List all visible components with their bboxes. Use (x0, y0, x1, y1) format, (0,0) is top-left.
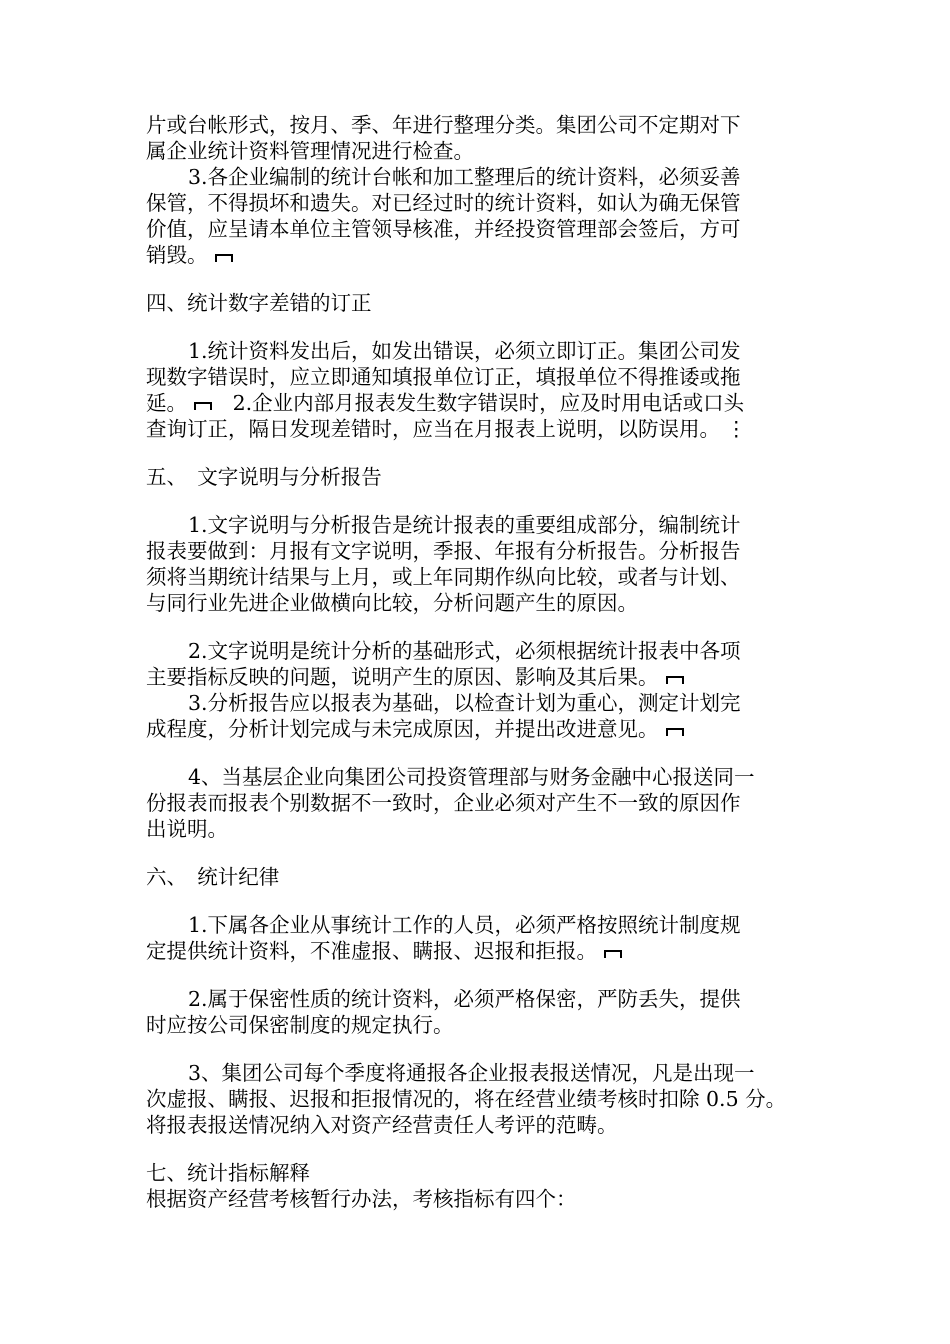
body-text: 保管，不得损坏和遗失。对已经过时的统计资料，如认为确无保管 (146, 191, 741, 215)
body-text-line (146, 716, 890, 742)
body-text: 与同行业先进企业做横向比较，分析问题产生的原因。 (146, 591, 638, 615)
body-text-line (146, 664, 890, 690)
body-text-line (146, 938, 890, 964)
body-text: 出说明。 (146, 817, 228, 841)
paragraph-mark-icon (603, 946, 623, 960)
body-text-line (146, 416, 890, 442)
body-text: 将报表报送情况纳入对资产经营责任人考评的范畴。 (146, 1113, 618, 1137)
body-text: 现数字错误时，应立即通知填报单位订正，填报单位不得推诿或拖 (146, 365, 741, 389)
body-text: 成程度，分析计划完成与未完成原因，并提出改进意见。 (146, 717, 659, 741)
section-heading-7: 七、统计指标解释 (146, 1161, 310, 1185)
section-heading-6: 六、 统计纪律 (146, 865, 280, 889)
body-text: 属企业统计资料管理情况进行检查。 (146, 139, 474, 163)
body-text: 须将当期统计结果与上月，或上年同期作纵向比较，或者与计划、 (146, 565, 741, 589)
body-text: 2.文字说明是统计分析的基础形式，必须根据统计报表中各项 (188, 639, 741, 663)
paragraph-mark-icon (665, 672, 685, 686)
vertical-ellipsis-icon: ⋮ (726, 417, 747, 441)
body-text: 定提供统计资料，不准虚报、瞒报、迟报和拒报。 (146, 939, 597, 963)
paragraph-mark-icon (665, 724, 685, 738)
section-heading-4: 四、统计数字差错的订正 (146, 291, 372, 315)
body-text: 1.统计资料发出后，如发出错误，必须立即订正。集团公司发 (188, 339, 741, 363)
body-text: 延。 (146, 391, 187, 415)
body-text: 时应按公司保密制度的规定执行。 (146, 1013, 454, 1037)
body-text: 查询订正，隔日发现差错时，应当在月报表上说明，以防误用。 (146, 417, 720, 441)
body-text: 3.分析报告应以报表为基础，以检查计划为重心，测定计划完 (188, 691, 741, 715)
body-text: 主要指标反映的问题，说明产生的原因、影响及其后果。 (146, 665, 659, 689)
section-heading-5: 五、 文字说明与分析报告 (146, 465, 382, 489)
body-text: 1.下属各企业从事统计工作的人员，必须严格按照统计制度规 (188, 913, 741, 937)
body-text-line (146, 390, 890, 416)
paragraph-mark-icon (193, 398, 213, 412)
body-text-line (146, 242, 890, 268)
body-text: 价值，应呈请本单位主管领导核准，并经投资管理部会签后，方可 (146, 217, 741, 241)
body-text: 3、集团公司每个季度将通报各企业报表报送情况，凡是出现一 (188, 1061, 755, 1085)
body-text: 2.企业内部月报表发生数字错误时，应及时用电话或口头 (232, 391, 745, 415)
body-text: 根据资产经营考核暂行办法，考核指标有四个： (146, 1187, 577, 1211)
body-text: 3.各企业编制的统计台帐和加工整理后的统计资料，必须妥善 (188, 165, 741, 189)
body-text: 销毁。 (146, 243, 208, 267)
body-text: 次虚报、瞒报、迟报和拒报情况的，将在经营业绩考核时扣除 0.5 分。 (146, 1087, 787, 1111)
body-text: 4、当基层企业向集团公司投资管理部与财务金融中心报送同一 (188, 765, 755, 789)
body-text: 报表要做到：月报有文字说明，季报、年报有分析报告。分析报告 (146, 539, 741, 563)
paragraph-mark-icon (214, 250, 234, 264)
body-text: 片或台帐形式，按月、季、年进行整理分类。集团公司不定期对下 (146, 113, 741, 137)
body-text: 2.属于保密性质的统计资料，必须严格保密，严防丢失，提供 (188, 987, 741, 1011)
body-text: 1.文字说明与分析报告是统计报表的重要组成部分，编制统计 (188, 513, 741, 537)
body-text: 份报表而报表个别数据不一致时，企业必须对产生不一致的原因作 (146, 791, 741, 815)
